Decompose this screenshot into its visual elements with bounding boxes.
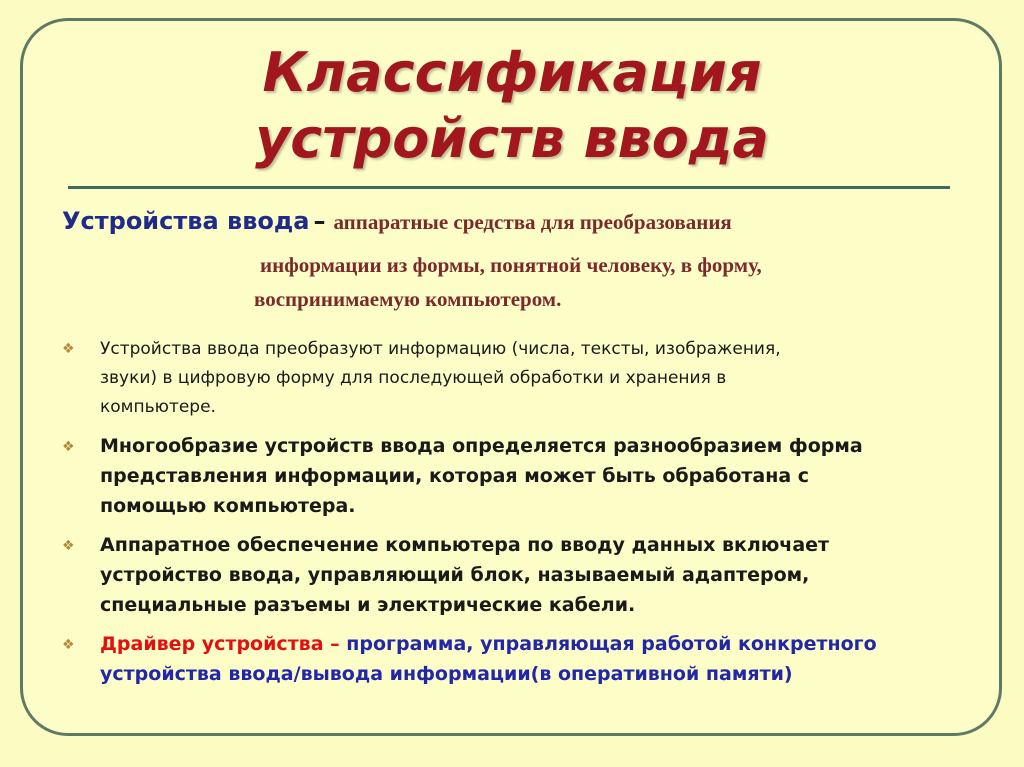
bullet-1-line-1: Устройства ввода преобразуют информацию (числа, тексты, изображения,: [100, 339, 781, 359]
bullet-4-line-2: устройства ввода/вывода информации(в оперативной памяти): [100, 663, 793, 685]
title-line-2: устройств ввода: [255, 107, 769, 170]
bullet-1-line-3: компьютере.: [100, 397, 216, 417]
bullet-2-line-3: помощью компьютера.: [100, 495, 356, 517]
bullet-4-line-1: программа, управляющая работой конкретного: [346, 633, 877, 655]
title-divider: [68, 186, 950, 189]
bullet-item-input-conversion: [62, 335, 982, 422]
bullet-item-hardware: [62, 530, 982, 620]
bullet-3-line-1: Аппаратное обеспечение компьютера по вводу данных включает: [100, 534, 830, 556]
bullet-3-line-3: специальные разъемы и электрические кабели.: [100, 594, 636, 616]
diamond-bullet-icon: ❖: [62, 341, 75, 357]
driver-term: Драйвер устройства: [100, 633, 324, 655]
definition-row-1: [62, 207, 962, 247]
title-line-1: Классификация: [262, 41, 762, 104]
diamond-bullet-icon: ❖: [62, 637, 75, 653]
definition-block: [62, 207, 962, 314]
bullet-item-driver: [62, 629, 982, 689]
definition-dash: –: [313, 207, 326, 235]
definition-term: Устройства ввода: [62, 207, 310, 235]
bullet-2-line-1: Многообразие устройств ввода определяется разнообразием форма: [100, 435, 863, 457]
driver-dash: –: [323, 633, 347, 655]
bullet-2-line-2: представления информации, которая может быть обработана с: [100, 465, 810, 487]
bullet-1-line-2: звуки) в цифровую форму для последующей обработки и хранения в: [100, 368, 727, 388]
bullet-list: [62, 335, 982, 698]
bullet-3-line-2: устройство ввода, управляющий блок, называемый адаптером,: [100, 564, 810, 586]
bullet-item-device-variety: [62, 431, 982, 521]
diamond-bullet-icon: ❖: [62, 538, 75, 554]
definition-text-line-3: воспринимаемую компьютером.: [254, 287, 562, 311]
definition-text-line-1: аппаратные средства для преобразования: [333, 210, 732, 234]
definition-text-line-2: информации из формы, понятной человеку, в форму,: [260, 253, 762, 277]
slide-title: [0, 40, 1024, 172]
diamond-bullet-icon: ❖: [62, 439, 75, 455]
